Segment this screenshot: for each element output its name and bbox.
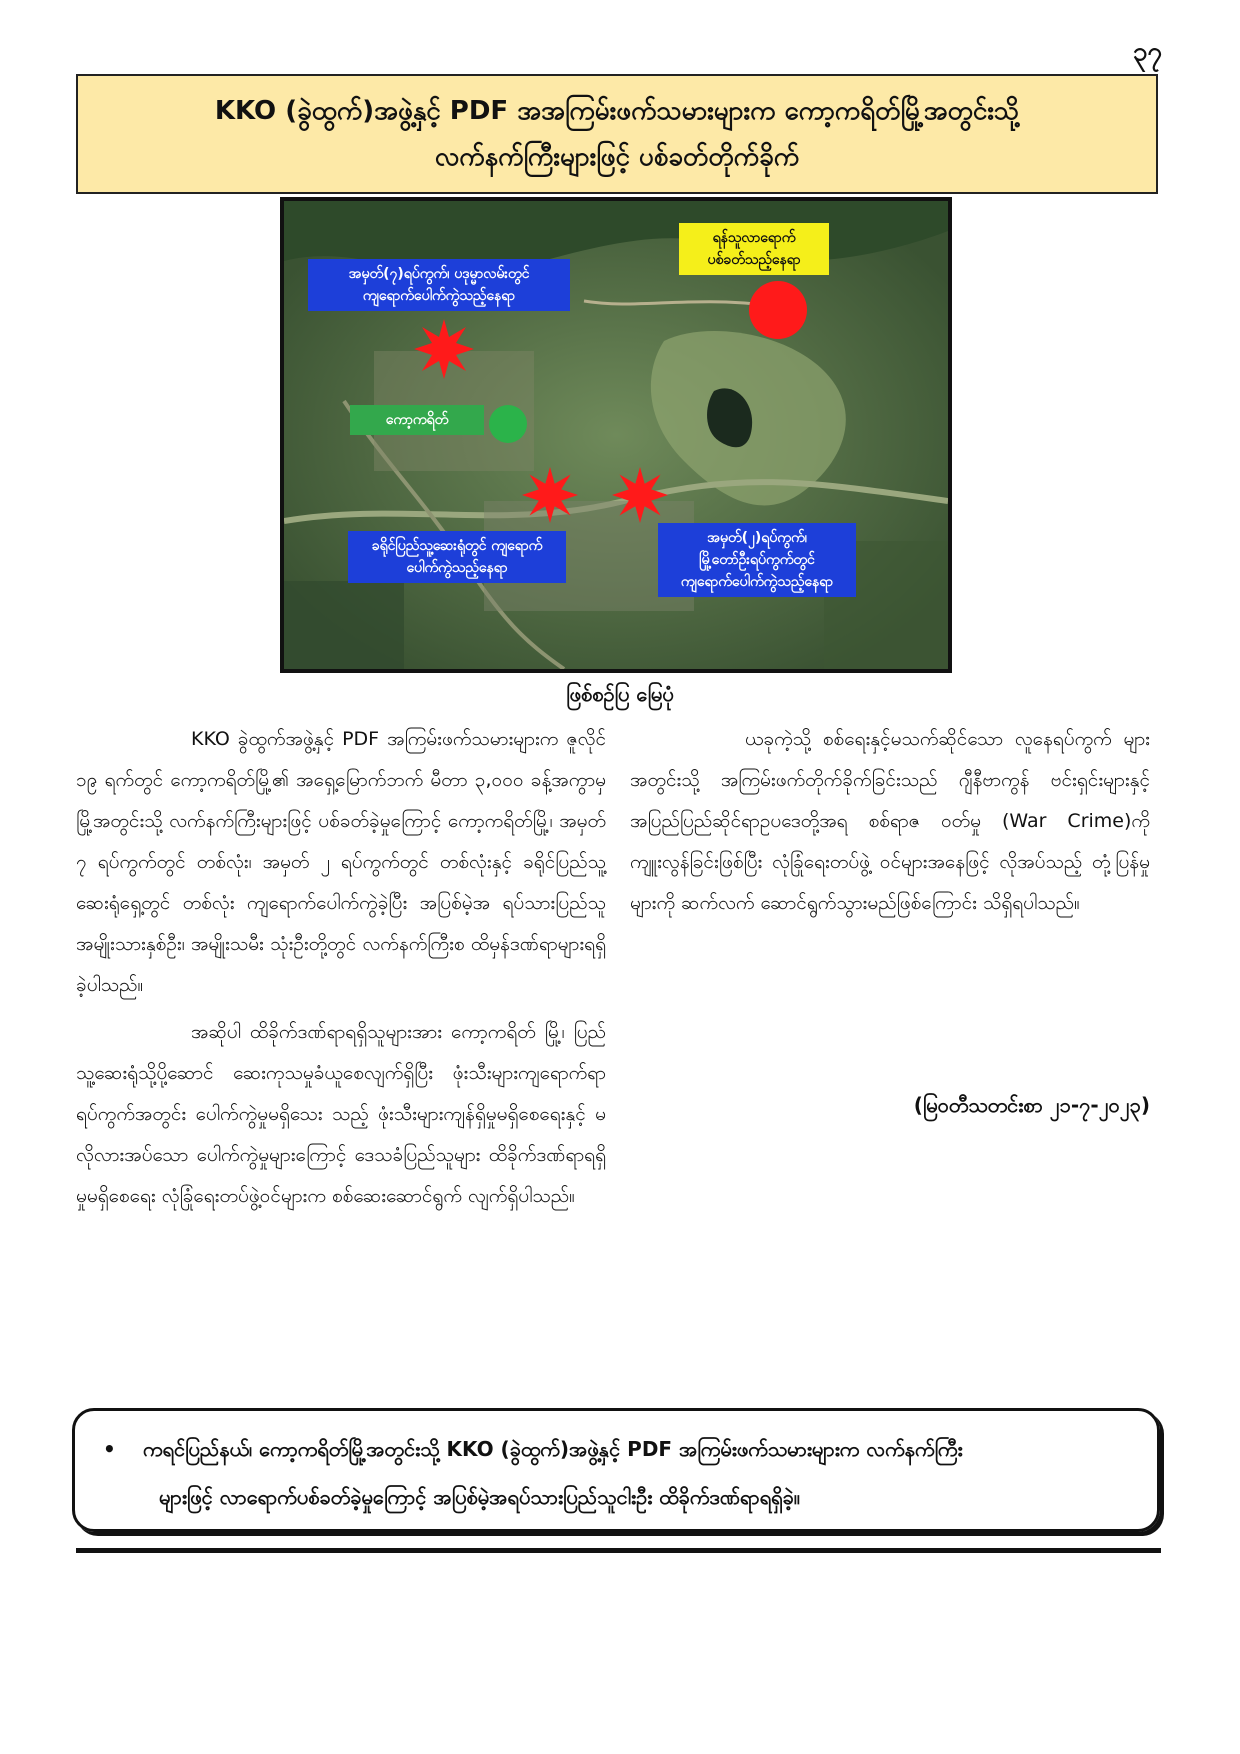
bottom-rule (76, 1548, 1161, 1553)
headline-box (76, 74, 1158, 194)
summary-line-2: များဖြင့် လာရောက်ပစ်ခတ်ခဲ့မှုကြောင့် အပြစ်မဲ့အရပ်သားပြည်သူငါးဦး ထိခိုက်ဒဏ်ရာရရှိခဲ့။ (159, 1485, 800, 1509)
map-caption: ဖြစ်စဉ်ပြ မြေပုံ (566, 682, 674, 706)
bullet-icon: • (103, 1437, 116, 1461)
page-number: ၃၇ (1132, 37, 1162, 67)
left-column (76, 719, 606, 1223)
explosion-icon (414, 319, 474, 379)
paragraph: KKO ခွဲထွက်အဖွဲ့နှင့် PDF အကြမ်းဖက်သမားများက ဇူလိုင် ၁၉ ရက်တွင် ကော့ကရိတ်မြို့၏ အရှေ့မြောက်ဘက် မီတာ ၃,၀၀၀ ခန့်အကွာမှ မြို့အတွင်းသို့ လက်နက်ကြီးများဖြင့် ပစ်ခတ်ခဲ့မှုကြောင့် ကော့ကရိတ်မြို့၊ အမှတ် ၇ ရပ်ကွက်တွင် တစ်လုံး၊ အမှတ် ၂ ရပ်ကွက်တွင် တစ်လုံးနှင့် ခရိုင်ပြည်သူ့ ဆေးရုံရှေ့တွင် တစ်လုံး ကျရောက်ပေါက်ကွဲခဲ့ပြီး အပြစ်မဲ့အ ရပ်သားပြည်သူ အမျိုးသားနှစ်ဦး၊ အမျိုးသမီး သုံးဦးတို့တွင် လက်နက်ကြီးစ ထိမှန်ဒဏ်ရာများရရှိခဲ့ပါသည်။ (76, 728, 606, 996)
hospital-impact-label: ခရိုင်ပြည်သူ့ဆေးရုံတွင် ကျရောက် ပေါက်ကွဲသည့်နေရာ (348, 531, 566, 583)
headline-line-1: KKO (ခွဲထွက်)အဖွဲ့နှင့် PDF အအကြမ်းဖက်သမားများက ကော့ကရိတ်မြို့အတွင်းသို့ (214, 96, 1020, 126)
source-citation: (မြဝတီသတင်းစာ ၂၁-၇-၂၀၂၃) (913, 1093, 1150, 1117)
firing-position-label: ရန်သူလာရောက် ပစ်ခတ်သည့်နေရာ (679, 223, 829, 275)
right-column (630, 719, 1150, 930)
ward2-impact-label: အမှတ်(၂)ရပ်ကွက်၊ မြို့တော်ဦးရပ်ကွက်တွင် ကျရောက်ပေါက်ကွဲသည့်နေရာ (658, 523, 856, 597)
ward7-impact-label: အမှတ်(၇)ရပ်ကွက်၊ ပဒုမ္မာလမ်းတွင် ကျရောက်ပေါက်ကွဲသည့်နေရာ (308, 259, 570, 311)
paragraph: ယခုကဲ့သို့ စစ်ရေးနှင့်မသက်ဆိုင်သော လူနေရပ်ကွက် များအတွင်းသို့ အကြမ်းဖက်တိုက်ခိုက်ခြင်းသည် ဂျီနီဗာကွန် ဗင်းရှင်းများနှင့် အပြည်ပြည်ဆိုင်ရာဥပဒေတို့အရ စစ်ရာဇ ဝတ်မှု (War Crime)ကို ကျူးလွန်ခြင်းဖြစ်ပြီး လုံခြုံရေးတပ်ဖွဲ့ ဝင်များအနေဖြင့် လိုအပ်သည့် တုံ့ပြန်မှုများကို ဆက်လက် ဆောင်ရွက်သွားမည်ဖြစ်ကြောင်း သိရှိရပါသည်။ (630, 728, 1150, 914)
summary-line-1: • ကရင်ပြည်နယ်၊ ကော့ကရိတ်မြို့အတွင်းသို့ KKO (ခွဲထွက်)အဖွဲ့နှင့် PDF အကြမ်းဖက်သမားများက လက်နက်ကြီး (103, 1425, 1129, 1473)
paragraph: အဆိုပါ ထိခိုက်ဒဏ်ရာရရှိသူများအား ကော့ကရိတ် မြို့၊ ပြည်သူ့ဆေးရုံသို့ပို့ဆောင် ဆေးကုသမှုခံယူစေလျက်ရှိပြီး ဖုံးသီးများကျရောက်ရာ ရပ်ကွက်အတွင်း ပေါက်ကွဲမှုမရှိသေး သည့် ဖုံးသီးများကျန်ရှိမှုမရှိစေရေးနှင့် မလိုလားအပ်သော ပေါက်ကွဲမှုများကြောင့် ဒေသခံပြည်သူများ ထိခိုက်ဒဏ်ရာရရှိ မှုမရှိစေရေး လုံခြုံရေးတပ်ဖွဲ့ဝင်များက စစ်ဆေးဆောင်ရွက် လျက်ရှိပါသည်။ (76, 1021, 606, 1207)
summary-box (72, 1408, 1160, 1532)
town-label: ကော့ကရိတ် (350, 405, 484, 435)
firing-position-marker (749, 281, 807, 339)
explosion-icon (522, 467, 578, 523)
explosion-icon (612, 467, 668, 523)
headline-line-2: လက်နက်ကြီးများဖြင့် ပစ်ခတ်တိုက်ခိုက် (434, 142, 800, 172)
incident-map (280, 197, 952, 673)
town-marker (489, 405, 527, 443)
